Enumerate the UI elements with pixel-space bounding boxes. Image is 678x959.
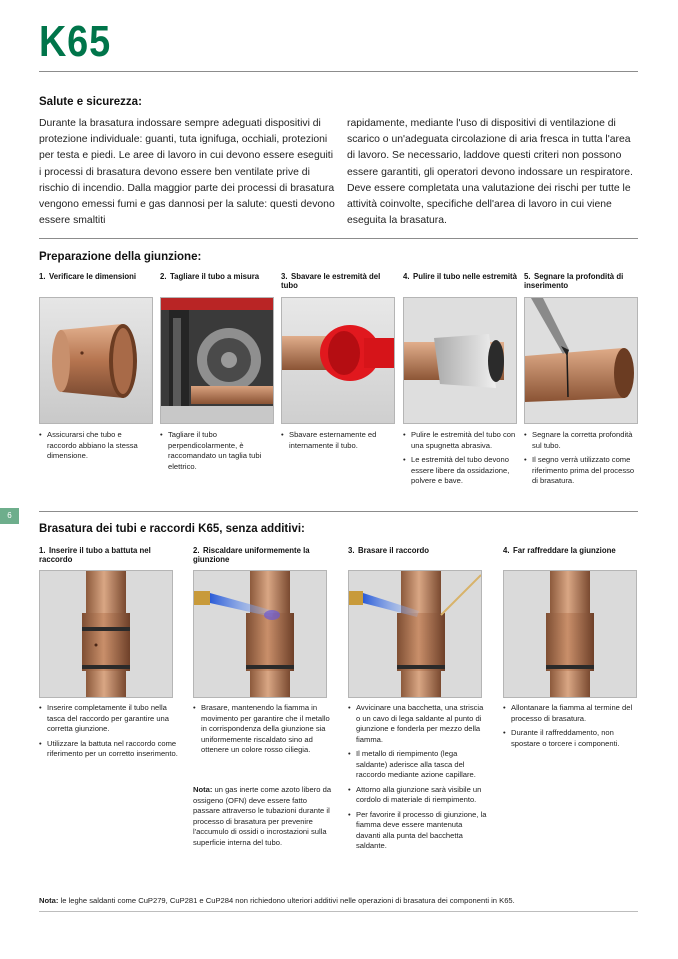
section-rule [39, 511, 638, 512]
prep-step-1-bullets [39, 430, 153, 466]
heating-joint-image [194, 571, 326, 697]
pipe-cutter-image [161, 298, 273, 423]
prep-step-3-title [281, 272, 397, 290]
braze-step-2-note [193, 785, 333, 848]
braze-step-2-title [193, 546, 338, 564]
footnote-text: le leghe saldanti come CuP279, CuP281 e CuP284 non richiedono ulteriori additivi nelle operazioni di brasatura dei componenti in K65. [60, 896, 515, 905]
prep-step-2-label: Tagliare il tubo a misura [170, 272, 260, 281]
braze-step-3-bullet-4: • Per favorire il processo di giunzione, la fiamma deve essere mantenuta davanti alla punta del bacchetta saldante. [348, 810, 488, 852]
braze-step-4-bullets [503, 703, 641, 753]
prep-step-4-title [403, 272, 519, 281]
braze-step-1-number: 1. [39, 546, 46, 555]
prep-step-4-bullets [403, 430, 516, 491]
braze-step-3-bullets [348, 703, 488, 856]
safety-text-col2: rapidamente, mediante l'uso di dispositivi di ventilazione di scarico o un'adeguata circolazione di aria fresca in tutta l'area di lavoro. Se necessario, laddove questi criteri non possono essere garantiti, gli operatori devono indossare un respiratore. Deve essere completata una valutazione dei rischi per tutte le attività coinvolte, specifiche dell'area di lavoro in cui viene eseguita la brasatura. [347, 118, 633, 227]
prep-step-4-bullet-2: • Le estremità del tubo devono essere libere da ossidazione, polvere e bave. [403, 455, 516, 487]
footnote-label: Nota: [39, 896, 59, 905]
braze-step-2-label: Riscaldare uniformemente la giunzione [193, 546, 310, 564]
footer-rule [39, 911, 638, 912]
prep-step-3-bullet: • Sbavare esternamente ed internamente il tubo. [281, 430, 395, 451]
prep-step-1-photo [39, 297, 153, 424]
braze-step-1-label: Inserire il tubo a battuta nel raccordo [39, 546, 151, 564]
braze-step-3-photo [348, 570, 482, 698]
prep-step-1-number: 1. [39, 272, 46, 281]
braze-step-4-photo [503, 570, 637, 698]
braze-step-2-bullets [193, 703, 333, 760]
braze-step-2-note-label: Nota: [193, 785, 213, 794]
abrasive-cleaning-image [404, 298, 516, 423]
braze-step-2-photo [193, 570, 327, 698]
marking-depth-image [525, 298, 637, 423]
prep-step-5-bullet-2: • Il segno verrà utilizzato come riferimento prima del processo di brasatura. [524, 455, 638, 487]
prep-step-4-photo [403, 297, 517, 424]
prep-step-5-label: Segnare la profondità di inserimento [524, 272, 624, 290]
section-rule [39, 238, 638, 239]
prep-step-1-bullet: • Assicurarsi che tubo e raccordo abbiano la stessa dimensione. [39, 430, 153, 462]
preparation-heading: Preparazione della giunzione: [39, 251, 202, 263]
prep-step-5-bullets [524, 430, 638, 491]
braze-step-3-bullet-2: • Il metallo di riempimento (lega saldante) aderisce alla tasca del raccordo mediante azione capillare. [348, 749, 488, 781]
braze-step-4-bullet-2: • Durante il raffreddamento, non spostare o torcere i componenti. [503, 728, 641, 749]
safety-text-col1: Durante la brasatura indossare sempre adeguati dispositivi di protezione individuale: guanti, tuta ignifuga, occhiali, protezioni per testa e piedi. Le aree di lavoro in cui devono essere eseguiti i processi di brasatura devono essere ben ventilate prive di rischio di incendio. Dalla maggior parte dei processi di brasatura vengono emessi fumi e gas dannosi per la salute: questi devono essere smaltiti [39, 118, 335, 227]
copper-tube-image [40, 298, 152, 423]
prep-step-5-photo [524, 297, 638, 424]
cooling-joint-image [504, 571, 636, 697]
braze-step-3-bullet-1: • Avvicinare una bacchetta, una striscia o un cavo di lega saldante al punto di giunzione e fonderla per mezzo della fiamma. [348, 703, 488, 745]
prep-step-2-bullet: • Tagliare il tubo perpendicolarmente, è raccomandato un taglia tubi elettrico. [160, 430, 272, 472]
prep-step-2-number: 2. [160, 272, 167, 281]
footnote [39, 896, 639, 907]
braze-step-4-number: 4. [503, 546, 510, 555]
deburring-tool-image [282, 298, 394, 423]
brazing-heading: Brasatura dei tubi e raccordi K65, senza additivi: [39, 523, 305, 535]
braze-step-3-number: 3. [348, 546, 355, 555]
braze-step-2-bullet-1: • Brasare, mantenendo la fiamma in movimento per garantire che il metallo in corrispondenza della giunzione sia uniformemente riscaldato sino ad ottenere un colore rosso ciliegia. [193, 703, 333, 756]
tube-in-fitting-image [40, 571, 172, 697]
braze-step-3-title [348, 546, 493, 555]
braze-step-4-title [503, 546, 648, 555]
document-title: K65 [39, 17, 111, 66]
braze-step-1-title [39, 546, 184, 564]
prep-step-5-title [524, 272, 640, 290]
prep-step-5-bullet-1: • Segnare la corretta profondità sul tubo. [524, 430, 638, 451]
braze-step-1-bullet-2: • Utilizzare la battuta nel raccordo come riferimento per un corretto inserimento. [39, 739, 179, 760]
braze-step-3-bullet-3: • Attorno alla giunzione sarà visibile un cordolo di materiale di riempimento. [348, 785, 488, 806]
header-rule [39, 71, 638, 72]
prep-step-2-photo [160, 297, 274, 424]
prep-step-4-number: 4. [403, 272, 410, 281]
braze-step-3-label: Brasare il raccordo [358, 546, 430, 555]
prep-step-5-number: 5. [524, 272, 531, 281]
prep-step-3-label: Sbavare le estremità del tubo [281, 272, 381, 290]
prep-step-3-photo [281, 297, 395, 424]
braze-step-2-number: 2. [193, 546, 200, 555]
braze-step-1-bullet-1: • Inserire completamente il tubo nella tasca del raccordo per garantire una corretta giunzione. [39, 703, 179, 735]
prep-step-3-bullets [281, 430, 395, 455]
safety-heading: Salute e sicurezza: [39, 96, 142, 108]
prep-step-1-label: Verificare le dimensioni [49, 272, 137, 281]
prep-step-1-title [39, 272, 157, 281]
prep-step-3-number: 3. [281, 272, 288, 281]
brazing-filler-rod-image [349, 571, 481, 697]
braze-step-1-photo [39, 570, 173, 698]
prep-step-4-label: Pulire il tubo nelle estremità [413, 272, 517, 281]
page-number-tab: 6 [0, 508, 19, 524]
braze-step-1-bullets [39, 703, 179, 764]
braze-step-4-bullet-1: • Allontanare la fiamma al termine del processo di brasatura. [503, 703, 641, 724]
prep-step-2-title [160, 272, 276, 281]
braze-step-2-note-text: un gas inerte come azoto libero da ossigeno (OFN) deve essere fatto passare attraverso le tubazioni durante il processo di brasatura per prevenire l'accumulo di ossidi o incrostazioni sulla superficie interna del tubo. [193, 785, 332, 847]
prep-step-2-bullets [160, 430, 272, 476]
prep-step-4-bullet-1: • Pulire le estremità del tubo con una spugnetta abrasiva. [403, 430, 516, 451]
braze-step-4-label: Far raffreddare la giunzione [513, 546, 616, 555]
